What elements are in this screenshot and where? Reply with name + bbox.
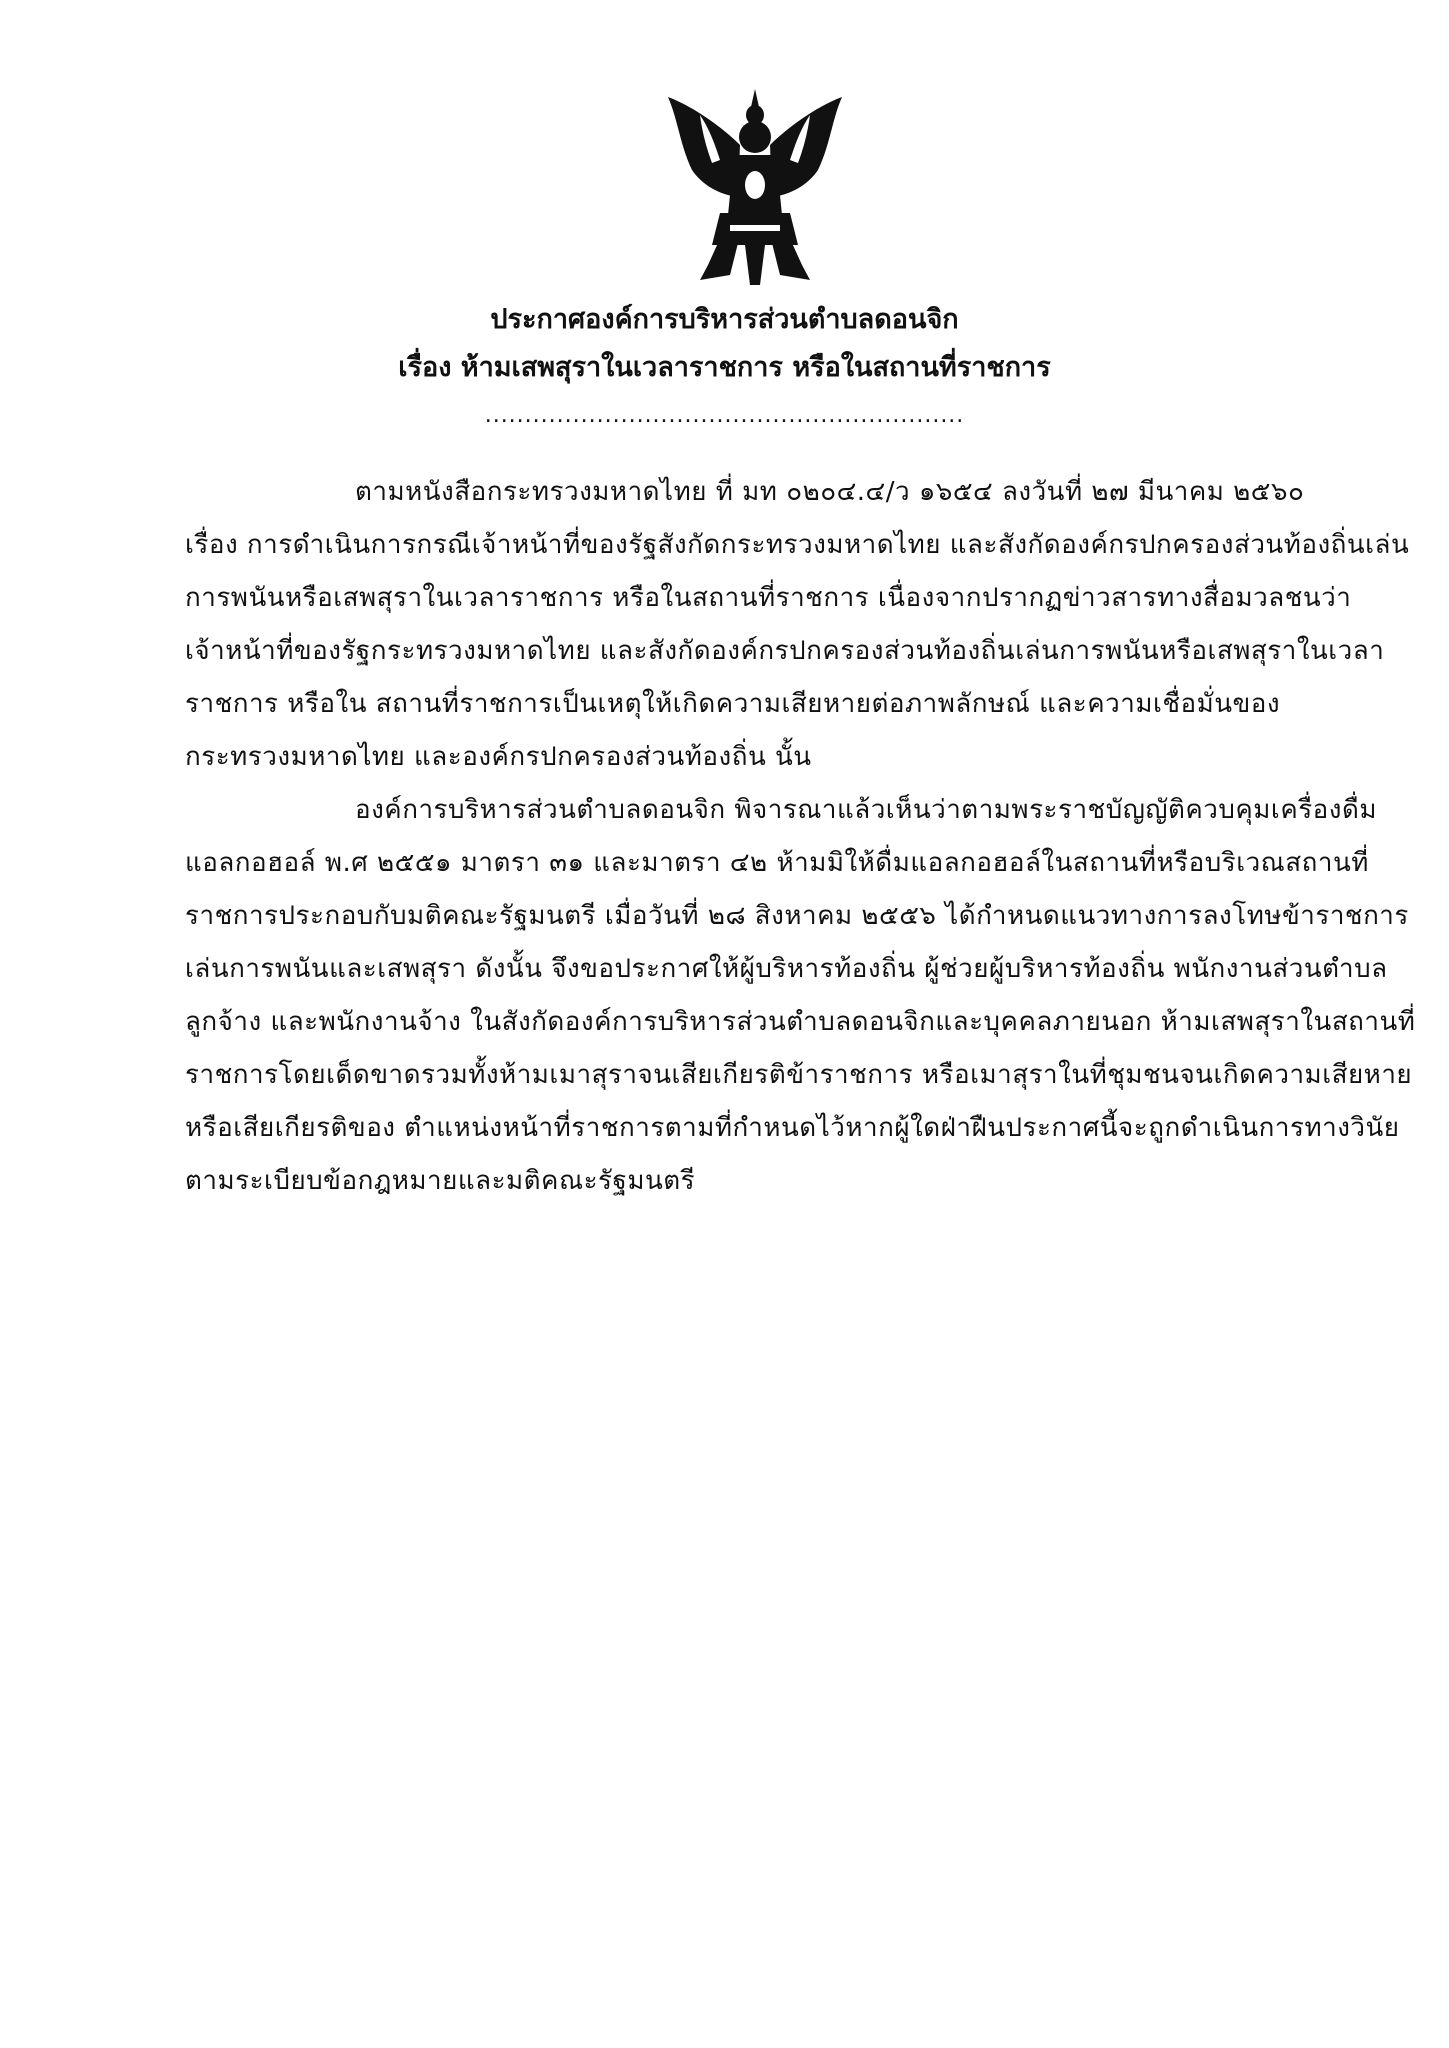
garuda-emblem-icon bbox=[660, 85, 850, 290]
paragraph2-line: ราชการประกอบกับมติคณะรัฐมนตรี เมื่อวันที่ ๒๘ สิงหาคม ๒๕๕๖ ได้กำหนดแนวทางการลงโทษข้าราชการ bbox=[185, 901, 1409, 931]
paragraph1-line: กระทรวงมหาดไทย และองค์กรปกครองส่วนท้องถิ่น นั้น bbox=[185, 742, 812, 772]
paragraph1-line: ราชการ หรือใน สถานที่ราชการเป็นเหตุให้เกิดความเสียหายต่อภาพลักษณ์ และความเชื่อมั่นของ bbox=[185, 689, 1281, 719]
announcement-title: ประกาศองค์การบริหารส่วนตำบลดอนจิก bbox=[490, 304, 959, 335]
paragraph2-line: แอลกอฮอล์ พ.ศ ๒๕๕๑ มาตรา ๓๑ และมาตรา ๔๒ ห้ามมิให้ดื่มแอลกอฮอล์ในสถานที่หรือบริเวณสถานที่ bbox=[185, 848, 1369, 878]
paragraph2-line: หรือเสียเกียรติของ ตำแหน่งหน้าที่ราชการตามที่กำหนดไว้หากผู้ใดฝ่าฝืนประกาศนี้จะถูกดำเนินการทางวินัย bbox=[185, 1113, 1400, 1143]
paragraph1-line: เจ้าหน้าที่ของรัฐกระทรวงมหาดไทย และสังกัดองค์กรปกครองส่วนท้องถิ่นเล่นการพนันหรือเสพสุราในเวลา bbox=[185, 636, 1385, 666]
announcement-subject: เรื่อง ห้ามเสพสุราในเวลาราชการ หรือในสถานที่ราชการ bbox=[398, 352, 1051, 383]
paragraph2-line: องค์การบริหารส่วนตำบลดอนจิก พิจารณาแล้วเห็นว่าตามพระราชบัญญัติควบคุมเครื่องดื่ม bbox=[355, 795, 1378, 825]
paragraph1-line: เรื่อง การดำเนินการกรณีเจ้าหน้าที่ของรัฐสังกัดกระทรวงมหาดไทย และสังกัดองค์กรปกครองส่วนท้องถิ่นเล่น bbox=[185, 530, 1410, 560]
paragraph2-line: ลูกจ้าง และพนักงานจ้าง ในสังกัดองค์การบริหารส่วนตำบลดอนจิกและบุคคลภายนอก ห้ามเสพสุราในสถานที่ bbox=[185, 1007, 1416, 1037]
paragraph2-line: ตามระเบียบข้อกฎหมายและมติคณะรัฐมนตรี bbox=[185, 1166, 696, 1196]
title-separator: ............................................................ bbox=[484, 403, 965, 428]
paragraph2-line: ราชการโดยเด็ดขาดรวมทั้งห้ามเมาสุราจนเสียเกียรติข้าราชการ หรือเมาสุราในที่ชุมชนจนเกิดความเสียหาย bbox=[185, 1060, 1413, 1090]
paragraph1-line: การพนันหรือเสพสุราในเวลาราชการ หรือในสถานที่ราชการ เนื่องจากปรากฏข่าวสารทางสื่อมวลชนว่า bbox=[185, 583, 1352, 613]
paragraph1-line: ตามหนังสือกระทรวงมหาดไทย ที่ มท ๐๒๐๔.๔/ว ๑๖๕๔ ลงวันที่ ๒๗ มีนาคม ๒๕๖๐ bbox=[355, 477, 1305, 507]
paragraph2-line: เล่นการพนันและเสพสุรา ดังนั้น จึงขอประกาศให้ผู้บริหารท้องถิ่น ผู้ช่วยผู้บริหารท้องถิ่น พนักงานส่วนตำบล bbox=[185, 954, 1388, 984]
